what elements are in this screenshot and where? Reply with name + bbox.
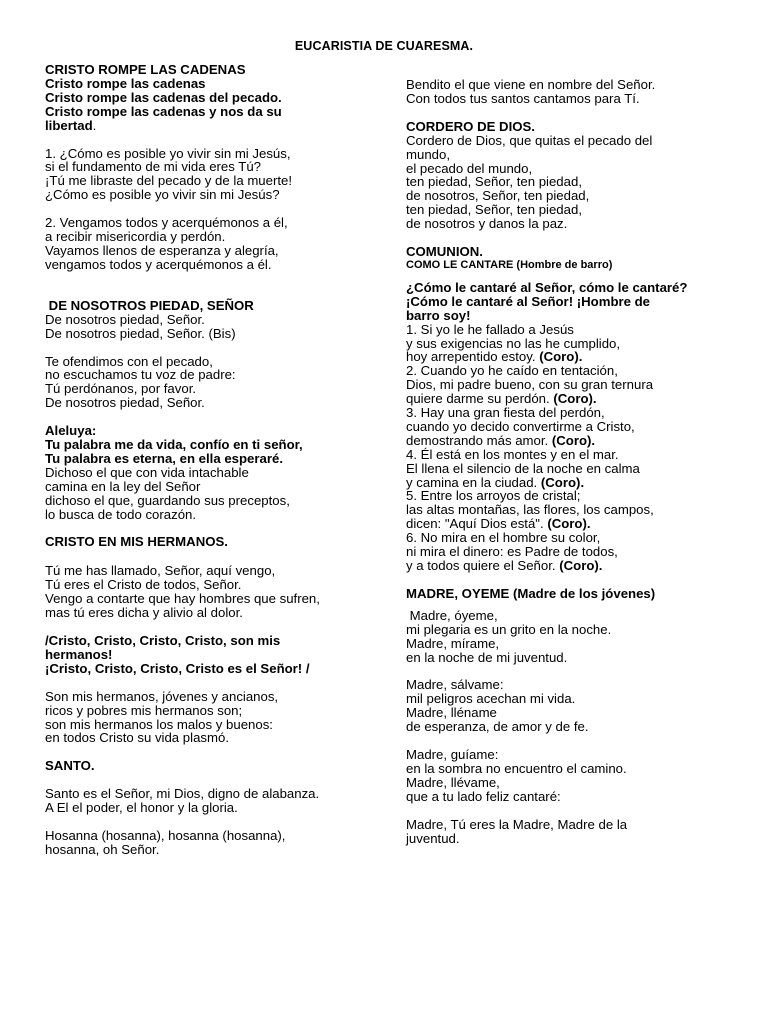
- verse-line: 4. Él está en los montes y en el mar.: [406, 446, 619, 462]
- chorus-line: [45, 119, 390, 133]
- verse-line: [406, 559, 736, 573]
- chorus-line: Tu palabra es eterna, en ella esperaré.: [45, 450, 283, 466]
- right-column: [406, 78, 736, 846]
- verse-line: Vengo a contarte que hay hombres que sufren,: [45, 591, 320, 607]
- verse-line: 3. Hay una gran fiesta del perdón,: [406, 405, 605, 421]
- verse-line: Hosanna (hosanna), hosanna (hosanna),: [45, 828, 286, 844]
- verse-line: mundo,: [406, 146, 450, 162]
- verse-line: de nosotros, Señor, ten piedad,: [406, 188, 590, 204]
- verse-line: Dios, mi padre bueno, con su gran ternura: [406, 377, 654, 393]
- section-heading: SANTO.: [45, 758, 95, 774]
- verse-line: 1. Si yo le he fallado a Jesús: [406, 321, 574, 337]
- verse-line: Tú perdónanos, por favor.: [45, 381, 197, 397]
- verse-line: Madre, Tú eres la Madre, Madre de la: [406, 816, 628, 832]
- verse-line: en la sombra no encuentro el camino.: [406, 760, 627, 776]
- verse-line: son mis hermanos los malos y buenos:: [45, 716, 273, 732]
- verse-line: vengamos todos y acerquémonos a él.: [45, 256, 272, 272]
- verse-line: en la noche de mi juventud.: [406, 649, 568, 665]
- verse-line: [406, 350, 736, 364]
- verse-line: Madre, óyeme,: [406, 607, 498, 623]
- section-heading: COMUNION.: [406, 244, 483, 260]
- section-madre: [406, 587, 736, 846]
- section-heading: MADRE, OYEME (Madre de los jóvenes): [406, 585, 656, 601]
- chorus-line: ¡Cristo, Cristo, Cristo, Cristo es el Señor! /: [45, 660, 310, 676]
- verse-text: hoy arrepentido estoy.: [406, 349, 540, 365]
- verse-text: demostrando más amor.: [406, 432, 552, 448]
- verse-line: juventud.: [406, 830, 460, 846]
- chorus-line: hermanos!: [45, 646, 113, 662]
- chorus-line: barro soy!: [406, 307, 471, 323]
- coro-marker: (Coro).: [559, 558, 603, 573]
- coro-marker: (Coro).: [540, 474, 585, 490]
- verse-line: lo busca de todo corazón.: [45, 506, 197, 522]
- verse-line: dichoso el que, guardando sus preceptos,: [45, 492, 290, 508]
- verse-line: mas tú eres dicha y alivio al dolor.: [45, 605, 243, 621]
- verse-line: Tú me has llamado, Señor, aquí vengo,: [45, 563, 276, 579]
- verse-line: no escuchamos tu voz de padre:: [45, 367, 236, 383]
- verse-text: dicen: "Aquí Dios está".: [406, 516, 548, 532]
- verse-line: 5. Entre los arroyos de cristal;: [406, 488, 581, 504]
- section-cordero: [406, 120, 736, 231]
- verse-line: si el fundamento de mi vida eres Tú?: [45, 159, 262, 175]
- chorus-line: Cristo rompe las cadenas y nos da su: [45, 103, 282, 119]
- verse-text: quiere darme su perdón.: [406, 391, 554, 407]
- verse-line: Madre, guíame:: [406, 747, 499, 763]
- section-comunion: [406, 245, 736, 573]
- verse-line: a recibir misericordia y perdón.: [45, 229, 226, 245]
- verse-line: ten piedad, Señor, ten piedad,: [406, 174, 582, 190]
- left-column: [45, 63, 390, 857]
- verse-line: [406, 434, 736, 448]
- section-piedad: [45, 299, 390, 410]
- verse-line: De nosotros piedad, Señor. (Bis): [45, 325, 236, 341]
- verse-line: ¿Cómo es posible yo vivir sin mi Jesús?: [45, 187, 280, 203]
- section-bendito: [406, 78, 736, 106]
- section-heading: CRISTO EN MIS HERMANOS.: [45, 534, 228, 550]
- verse-line: [406, 476, 736, 490]
- chorus-period: .: [92, 117, 97, 133]
- verse-line: de esperanza, de amor y de fe.: [406, 719, 589, 735]
- chorus-line: /Cristo, Cristo, Cristo, Cristo, son mis: [45, 633, 281, 648]
- chorus-line: Tu palabra me da vida, confío en ti señor,: [45, 437, 303, 453]
- chorus-text: libertad: [45, 117, 93, 133]
- verse-line: 2. Cuando yo he caído en tentación,: [406, 363, 618, 379]
- section-cristo-rompe: [45, 63, 390, 272]
- section-hermanos: [45, 535, 390, 745]
- verse-line: Son mis hermanos, jóvenes y ancianos,: [45, 688, 279, 704]
- verse-line: De nosotros piedad, Señor.: [45, 311, 205, 327]
- section-aleluya: [45, 424, 390, 521]
- verse-line: Con todos tus santos cantamos para Tí.: [406, 90, 640, 106]
- verse-line: Tú eres el Cristo de todos, Señor.: [45, 577, 242, 593]
- verse-line: ni mira el dinero: es Padre de todos,: [406, 544, 618, 560]
- verse-line: Madre, lléname: [406, 705, 497, 721]
- verse-line: Vayamos llenos de esperanza y alegría,: [45, 242, 279, 258]
- verse-line: camina en la ley del Señor: [45, 478, 201, 494]
- verse-line: y sus exigencias no las he cumplido,: [406, 335, 621, 351]
- page-title: EUCARISTIA DE CUARESMA.: [294, 39, 474, 53]
- chorus-line: Cristo rompe las cadenas: [45, 75, 206, 91]
- coro-marker: (Coro).: [553, 391, 597, 407]
- chorus-line: ¡Cómo le cantaré al Señor! ¡Hombre de: [406, 293, 651, 309]
- verse-line: 2. Vengamos todos y acerquémonos a él,: [45, 215, 288, 231]
- verse-text: y a todos quiere el Señor.: [406, 558, 560, 573]
- section-heading: DE NOSOTROS PIEDAD, SEÑOR: [45, 297, 254, 313]
- verse-line: en todos Cristo su vida plasmó.: [45, 730, 229, 746]
- verse-line: 6. No mira en el hombre su color,: [406, 530, 601, 546]
- verse-line: mi plegaria es un grito en la noche.: [406, 621, 612, 637]
- verse-line: El llena el silencio de la noche en calma: [406, 460, 640, 476]
- verse-text: y camina en la ciudad.: [406, 474, 541, 490]
- verse-line: que a tu lado feliz cantaré:: [406, 788, 561, 804]
- song-subheading: COMO LE CANTARE (Hombre de barro): [406, 258, 613, 271]
- section-heading: CRISTO ROMPE LAS CADENAS: [45, 62, 246, 77]
- verse-line: De nosotros piedad, Señor.: [45, 395, 205, 411]
- chorus-line: Cristo rompe las cadenas del pecado.: [45, 89, 282, 105]
- verse-line: [406, 392, 736, 406]
- section-heading: Aleluya:: [45, 423, 97, 439]
- verse-line: las altas montañas, las flores, los campos,: [406, 502, 654, 518]
- verse-line: Santo es el Señor, mi Dios, digno de alabanza.: [45, 786, 320, 802]
- section-heading: CORDERO DE DIOS.: [406, 118, 535, 134]
- verse-line: 1. ¿Cómo es posible yo vivir sin mi Jesús,: [45, 145, 291, 161]
- verse-line: Dichoso el que con vida intachable: [45, 464, 249, 480]
- chorus-line: ¿Cómo le cantaré al Señor, cómo le cantaré?: [406, 279, 688, 295]
- verse-line: Te ofendimos con el pecado,: [45, 353, 213, 369]
- coro-marker: (Coro).: [539, 349, 583, 365]
- verse-line: ten piedad, Señor, ten piedad,: [406, 202, 582, 218]
- verse-line: Madre, mírame,: [406, 635, 500, 651]
- verse-line: Madre, sálvame:: [406, 677, 504, 693]
- verse-line: Madre, llévame,: [406, 774, 500, 790]
- verse-line: ¡Tú me libraste del pecado y de la muerte!: [45, 173, 293, 189]
- verse-line: Cordero de Dios, que quitas el pecado del: [406, 132, 653, 148]
- coro-marker: (Coro).: [547, 516, 591, 532]
- verse-line: el pecado del mundo,: [406, 160, 533, 176]
- verse-line: Bendito el que viene en nombre del Señor.: [406, 77, 656, 92]
- coro-marker: (Coro).: [551, 432, 596, 448]
- verse-line: A El el poder, el honor y la gloria.: [45, 800, 238, 816]
- verse-line: [406, 517, 736, 531]
- verse-line: ricos y pobres mis hermanos son;: [45, 702, 243, 718]
- verse-line: mil peligros acechan mi vida.: [406, 691, 576, 707]
- section-santo: [45, 759, 390, 857]
- verse-line: de nosotros y danos la paz.: [406, 216, 568, 232]
- verse-line: cuando yo decido convertirme a Cristo,: [406, 418, 635, 434]
- verse-line: hosanna, oh Señor.: [45, 841, 160, 857]
